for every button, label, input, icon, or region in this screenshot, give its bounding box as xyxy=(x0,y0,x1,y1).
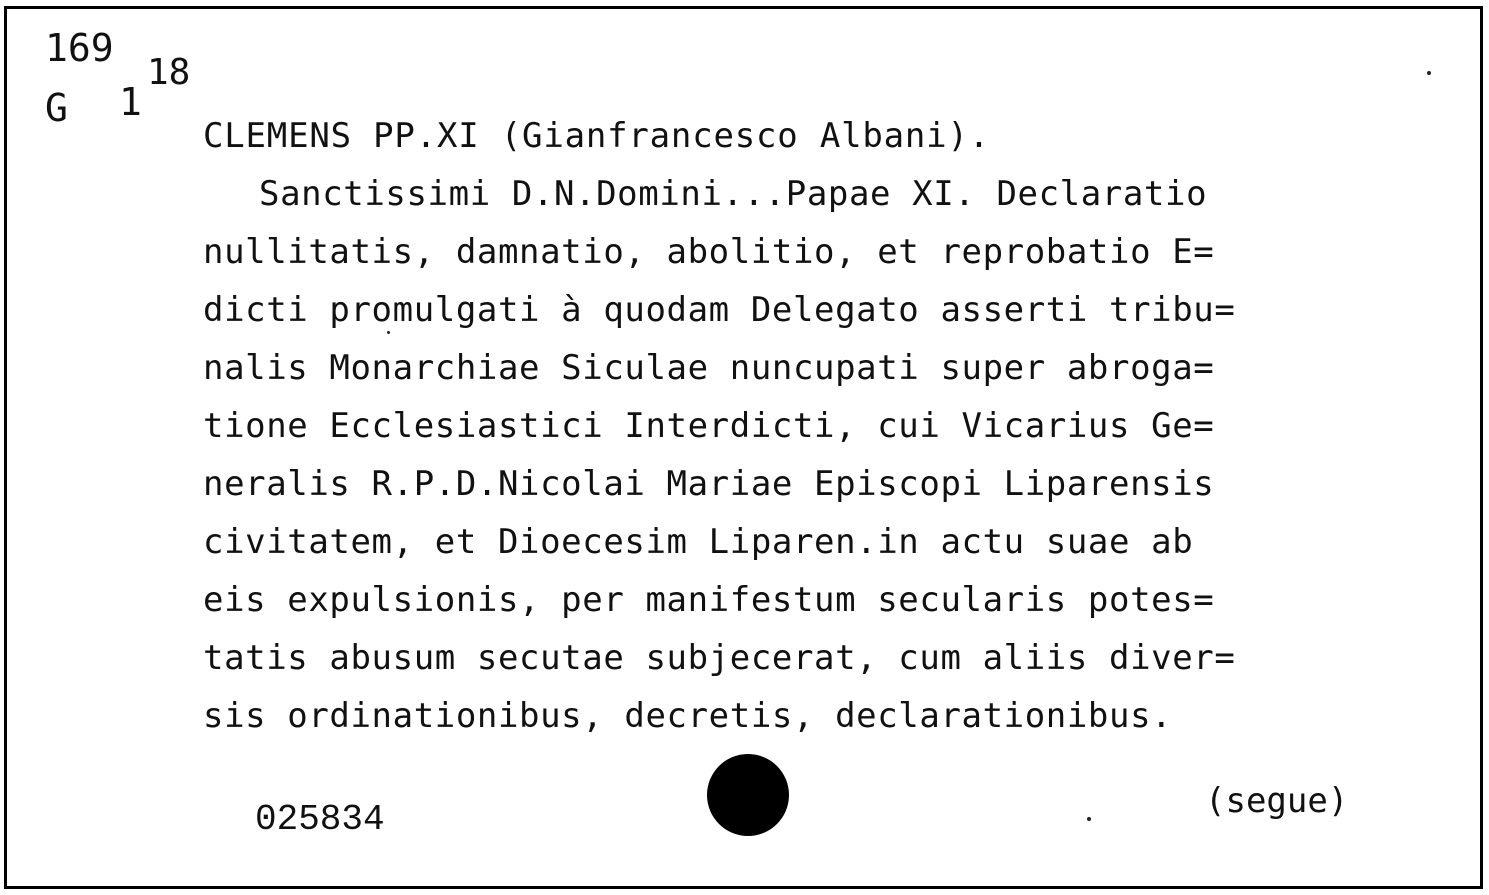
catalog-card xyxy=(4,6,1483,889)
title-line: Sanctissimi D.N.Domini...Papae XI. Declaratio xyxy=(259,174,1208,214)
title-line: eis expulsionis, per manifestum secularis potes= xyxy=(203,580,1215,620)
title-line: neralis R.P.D.Nicolai Mariae Episcopi Liparensis xyxy=(203,464,1215,504)
accession-number: 025834 xyxy=(255,799,385,840)
title-line: sis ordinationibus, decretis, declarationibus. xyxy=(203,696,1173,736)
title-line: nalis Monarchiae Siculae nuncupati super abroga= xyxy=(203,348,1215,388)
title-line: tione Ecclesiastici Interdicti, cui Vicarius Ge= xyxy=(203,406,1215,446)
punch-hole xyxy=(707,754,789,836)
ink-speck xyxy=(1427,71,1431,75)
card-text xyxy=(203,107,1483,745)
title-line: dicti promulgati à quodam Delegato asserti tribu= xyxy=(203,290,1236,330)
title-line: nullitatis, damnatio, abolitio, et reprobatio E= xyxy=(203,232,1215,272)
shelfmark-number: 169 xyxy=(45,26,114,70)
ink-speck xyxy=(1087,817,1091,821)
shelfmark-superscript: 18 xyxy=(147,52,191,93)
ink-speck xyxy=(387,331,390,334)
title-line: tatis abusum secutae subjecerat, cum aliis diver= xyxy=(203,638,1236,678)
author-heading: CLEMENS PP.XI (Gianfrancesco Albani). xyxy=(203,116,990,156)
shelfmark-base: 1 xyxy=(119,80,142,124)
shelfmark-letter: G xyxy=(45,86,68,130)
continuation-note: (segue) xyxy=(1205,781,1349,821)
title-line: civitatem, et Dioecesim Liparen.in actu suae ab xyxy=(203,522,1194,562)
